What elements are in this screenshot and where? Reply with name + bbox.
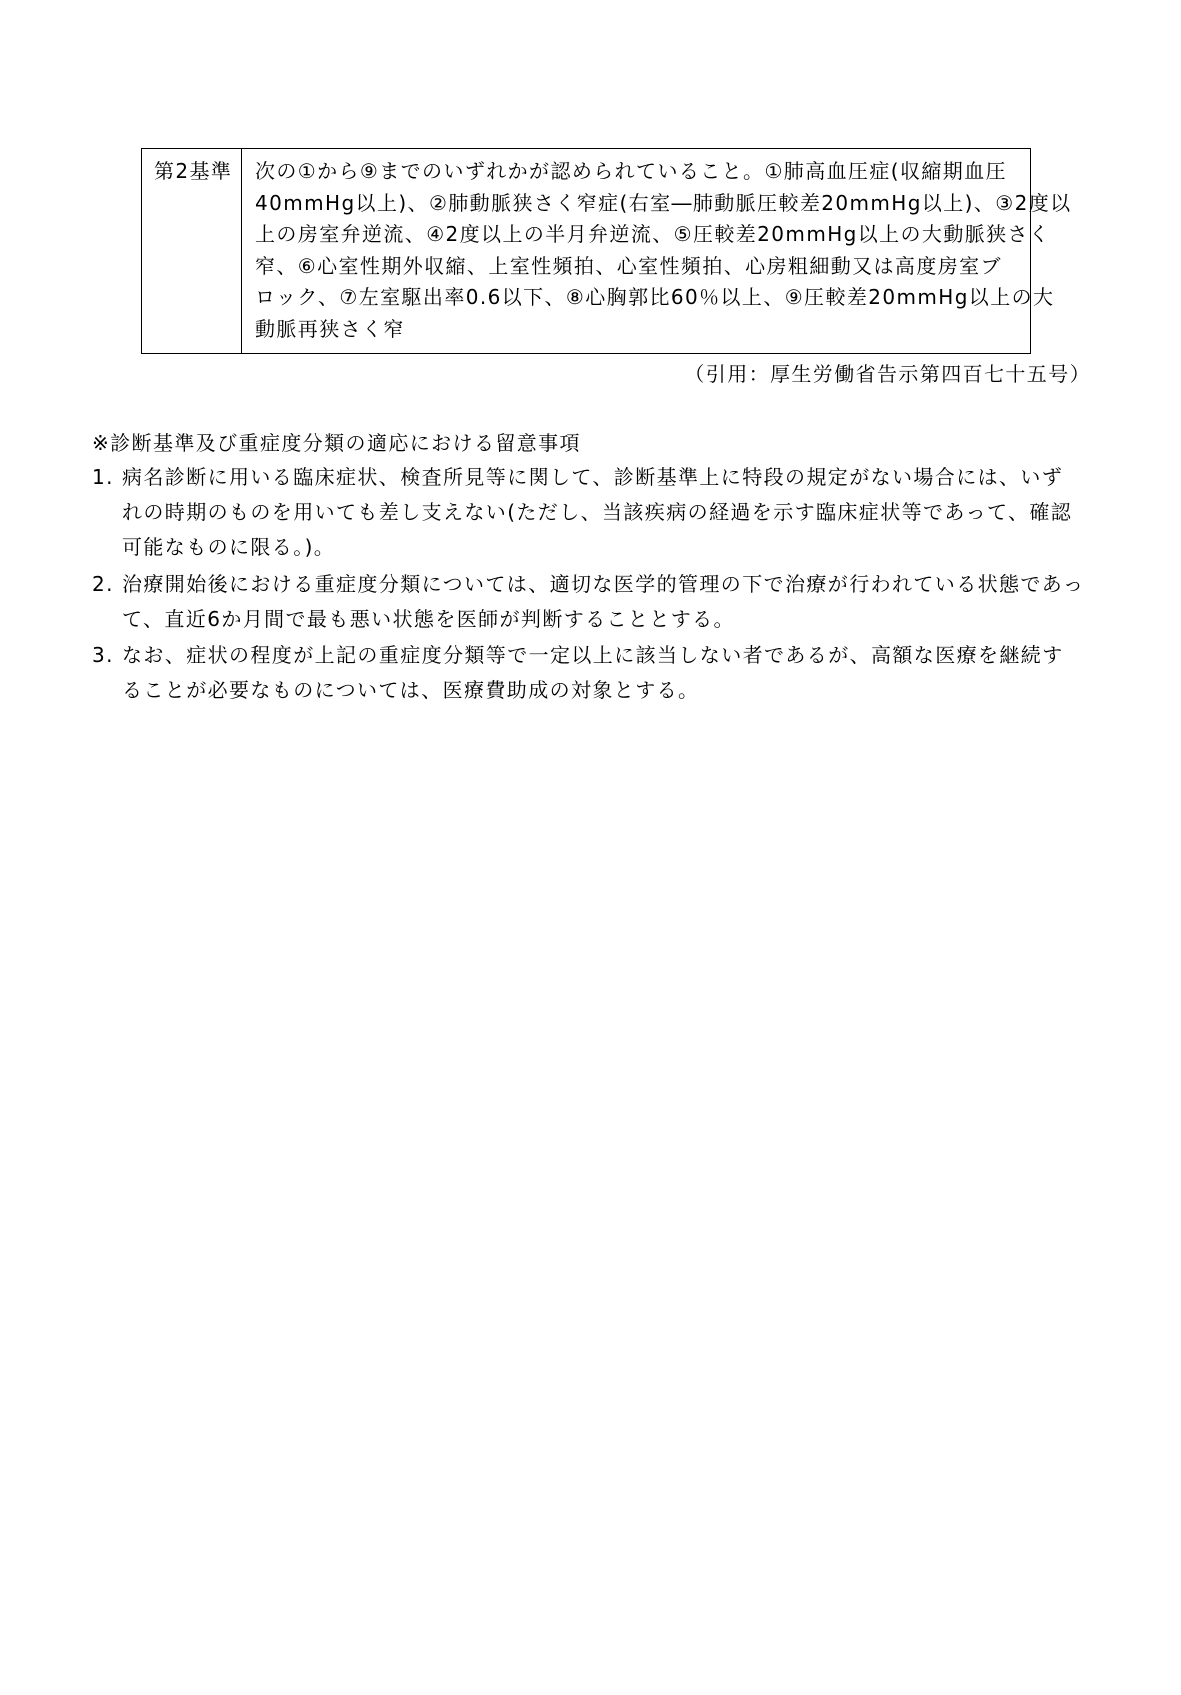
note-line: なお、症状の程度が上記の重症度分類等で一定以上に該当しない者であるが、高額な医療を継続す <box>122 643 1064 667</box>
note-number: 1. <box>92 465 114 489</box>
criteria-line: 上の房室弁逆流、④2度以上の半月弁逆流、⑤圧較差20mmHg以上の大動脈狭さく <box>255 222 1051 246</box>
note-line: れの時期のものを用いても差し支えない(ただし、当該疾病の経過を示す臨床症状等であって、確認 <box>122 500 1073 524</box>
criteria-line: ロック、⑦左室駆出率0.6以下、⑧心胸郭比60％以上、⑨圧較差20mmHg以上の大 <box>255 285 1055 309</box>
notes-heading: ※診断基準及び重症度分類の適応における留意事項 <box>92 431 581 455</box>
note-line: て、直近6か月間で最も悪い状態を医師が判断することとする。 <box>122 607 735 631</box>
criteria-line: 40mmHg以上)、②肺動脈狭さく窄症(右室―肺動脈圧較差20mmHg以上)、③2度以 <box>255 191 1072 215</box>
citation: （引用：厚生労働省告示第四百七十五号） <box>684 362 1091 386</box>
criteria-table <box>141 148 1072 354</box>
note-number: 2. <box>92 572 114 596</box>
criteria-line: 窄、⑥心室性期外収縮、上室性頻拍、心室性頻拍、心房粗細動又は高度房室ブ <box>255 254 1002 278</box>
note-line: 可能なものに限る。)。 <box>122 535 336 559</box>
note-line: 治療開始後における重症度分類については、適切な医学的管理の下で治療が行われている状態であっ <box>122 572 1085 596</box>
note-line: ることが必要なものについては、医療費助成の対象とする。 <box>122 678 700 702</box>
table-divider <box>241 149 242 353</box>
criteria-line: 次の①から⑨までのいずれかが認められていること。①肺高血圧症(収縮期血圧 <box>255 159 1007 183</box>
note-number: 3. <box>92 643 114 667</box>
note-line: 病名診断に用いる臨床症状、検査所見等に関して、診断基準上に特段の規定がない場合には、いず <box>122 465 1064 489</box>
criteria-line: 動脈再狭さく窄 <box>255 317 405 341</box>
criteria-label: 第2基準 <box>154 159 233 183</box>
